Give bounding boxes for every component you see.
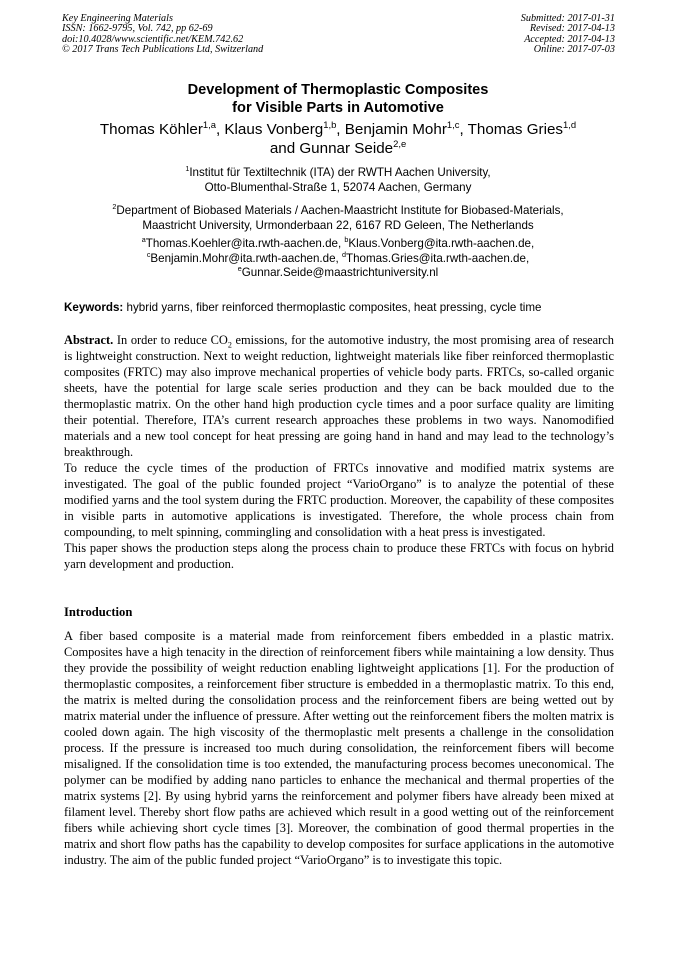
co2-subscript: 2 <box>227 340 232 350</box>
affiliation-line: Institut für Textiltechnik (ITA) der RWTH Aachen University, <box>189 166 491 179</box>
journal-info <box>62 14 263 56</box>
author-separator: , <box>459 121 468 138</box>
email-link[interactable]: Gunnar.Seide@maastrichtuniversity.nl <box>241 266 439 280</box>
abstract-section <box>64 332 614 572</box>
author-affil-marker: 1,b <box>323 118 337 130</box>
email-marker: a <box>141 235 146 245</box>
affiliation-marker: 2 <box>112 202 117 212</box>
authors-line-1 <box>60 120 616 139</box>
authors-line-2 <box>60 139 616 158</box>
author-list <box>60 120 616 158</box>
affiliation-1 <box>60 165 616 195</box>
author-name: Klaus Vonberg <box>224 121 324 138</box>
author-name: Thomas Köhler <box>99 121 203 138</box>
affiliation-line: Maastricht University, Urmonderbaan 22, 6167 RD Geleen, The Netherlands <box>142 219 534 233</box>
keywords-line <box>64 300 614 315</box>
email-marker: b <box>344 235 349 245</box>
introduction-paragraph: A fiber based composite is a material made from reinforcement fibers embedded in a plastic matrix. Composites have a high tenacity in the direction of reinforcement fibers while maintaining a low density. Thus they provide the possibility of weight reduction enabling lightweight applications [1]. For the production of thermoplastic composites, a reinforcement fiber structure is embedded in a thermoplastic matrix. To this end, the matrix is melted during the consolidation process and the reinforcement fibers are being wetted out by matrix material under the influence of pressure. After wetting out the reinforcement fibers the molten matrix is cooled down again. The high viscosity of the thermoplastic melt presents a challenge in the consolidation process. If the pressure is increased too much during consolidation, the reinforcement fibers will become misaligned. If the consolidation time is too extended, the manufacturing process becomes uneconomical. The polymer can be modified by adding nano particles to enhance the mechanical and thermal properties of the matrix systems [2]. By using hybrid yarns the reinforcement and polymer fibers have already been mixed at filament level. Thereby short flow paths are achieved which result in a good wetting out of the reinforcement fibers while achieving short cycle times [3]. Moreover, the combination of good thermal properties in the matrix and short flow paths has the capability to develop composites for surface applications in the automotive industry. The aim of the public funded project “VarioOrgano” is to investigate this topic. <box>64 629 614 867</box>
paper-title <box>60 81 616 117</box>
introduction-section <box>64 628 614 868</box>
email-link[interactable]: Thomas.Gries@ita.rwth-aachen.de <box>345 251 526 265</box>
title-line-1: Development of Thermoplastic Composites <box>187 82 489 98</box>
abstract-paragraph <box>64 332 614 460</box>
email-link[interactable]: Klaus.Vonberg@ita.rwth-aachen.de <box>348 237 531 250</box>
accepted-date: Accepted: 2017-04-13 <box>524 33 615 45</box>
email-marker: e <box>237 264 242 274</box>
author-name: Thomas Gries <box>467 121 563 138</box>
abstract-paragraph: To reduce the cycle times of the production of FRTCs innovative and modified matrix systems are investigated. The goal of the public founded project “VarioOrgano” is to analyze the potential of these modified yarns and the tool system during the FRTC production. Moreover, the capability of these composites in visible parts in automotive applications is investigated. Therefore, the whole process chain from compounding, to melt spinning, commingling and consolidation with a heat press is investigated. <box>64 461 614 539</box>
abstract-text: In order to reduce CO <box>116 333 228 347</box>
author-name: and Gunnar Seide <box>269 140 394 157</box>
author-affil-marker: 1,d <box>563 118 577 130</box>
keywords-label: Keywords: <box>64 301 124 314</box>
revised-date: Revised: 2017-04-13 <box>529 23 615 35</box>
email-marker: d <box>341 249 346 259</box>
affiliation-marker: 1 <box>185 164 190 174</box>
email-marker: c <box>146 249 151 259</box>
email-link[interactable]: Benjamin.Mohr@ita.rwth-aachen.de <box>150 251 336 265</box>
author-affil-marker: 2,e <box>393 137 407 149</box>
submission-dates <box>521 14 615 56</box>
section-heading-introduction: Introduction <box>64 605 133 619</box>
abstract-paragraph: This paper shows the production steps along the process chain to produce these FRTCs with focus on hybrid yarn development and production. <box>64 541 614 571</box>
affiliation-line: Department of Biobased Materials / Aachen-Maastricht Institute for Biobased-Materials, <box>116 204 564 217</box>
author-affil-marker: 1,c <box>446 118 460 130</box>
author-separator: , <box>336 121 345 138</box>
author-separator: , <box>215 121 225 138</box>
affiliation-line: Otto-Blumenthal-Straße 1, 52074 Aachen, Germany <box>204 181 472 195</box>
journal-name: Key Engineering Materials <box>62 13 173 24</box>
abstract-label: Abstract. <box>64 333 114 347</box>
doi-line: doi:10.4028/www.scientific.net/KEM.742.62 <box>62 33 244 45</box>
email-link[interactable]: Thomas.Koehler@ita.rwth-aachen.de <box>145 237 338 250</box>
keywords-text: hybrid yarns, fiber reinforced thermoplastic composites, heat pressing, cycle time <box>126 301 542 314</box>
abstract-text: emissions, for the automotive industry, the most promising area of research is lightweight construction. Next to weight reduction, lightweight materials like fiber reinforced thermoplastic composites (FRTC) may also improve mechanical properties of vehicle body parts. FRTCs, so-called organic sheets, have the potential for large scale series production and they can be back moulded due to the thermoplastic matrix. On the other hand high production cycle times and a poor surface quality are limiting their potential. Therefore, ITA’s current research approaches these problems in two ways. Nanomodified materials and a new tool concept for heat pressing are going hand in hand and may lead to the technology’s breakthrough. <box>64 333 614 459</box>
author-emails: $^a$Thomas.Koehler@ita.rwth-aachen.de, $^b$Klaus.Vonberg@ita.rwth-aachen.de, $^c$Benjamin.Mohr@ita.rwth-aachen.de, $^d$Thomas.Gries@ita.rwth-aachen.de, $^e$Gunnar.Seide@maastrichtuniversity.nl <box>141 235 535 280</box>
author-affil-marker: 1,a <box>202 118 216 130</box>
submitted-date: Submitted: 2017-01-31 <box>520 13 615 24</box>
title-line-2: for Visible Parts in Automotive <box>232 100 444 116</box>
copyright-line: © 2017 Trans Tech Publications Ltd, Switzerland <box>62 44 264 56</box>
author-name: Benjamin Mohr <box>344 121 447 138</box>
online-date: Online: 2017-07-03 <box>533 44 615 56</box>
issn-line: ISSN: 1662-9795, Vol. 742, pp 62-69 <box>62 23 213 35</box>
affiliation-2 <box>60 203 616 233</box>
